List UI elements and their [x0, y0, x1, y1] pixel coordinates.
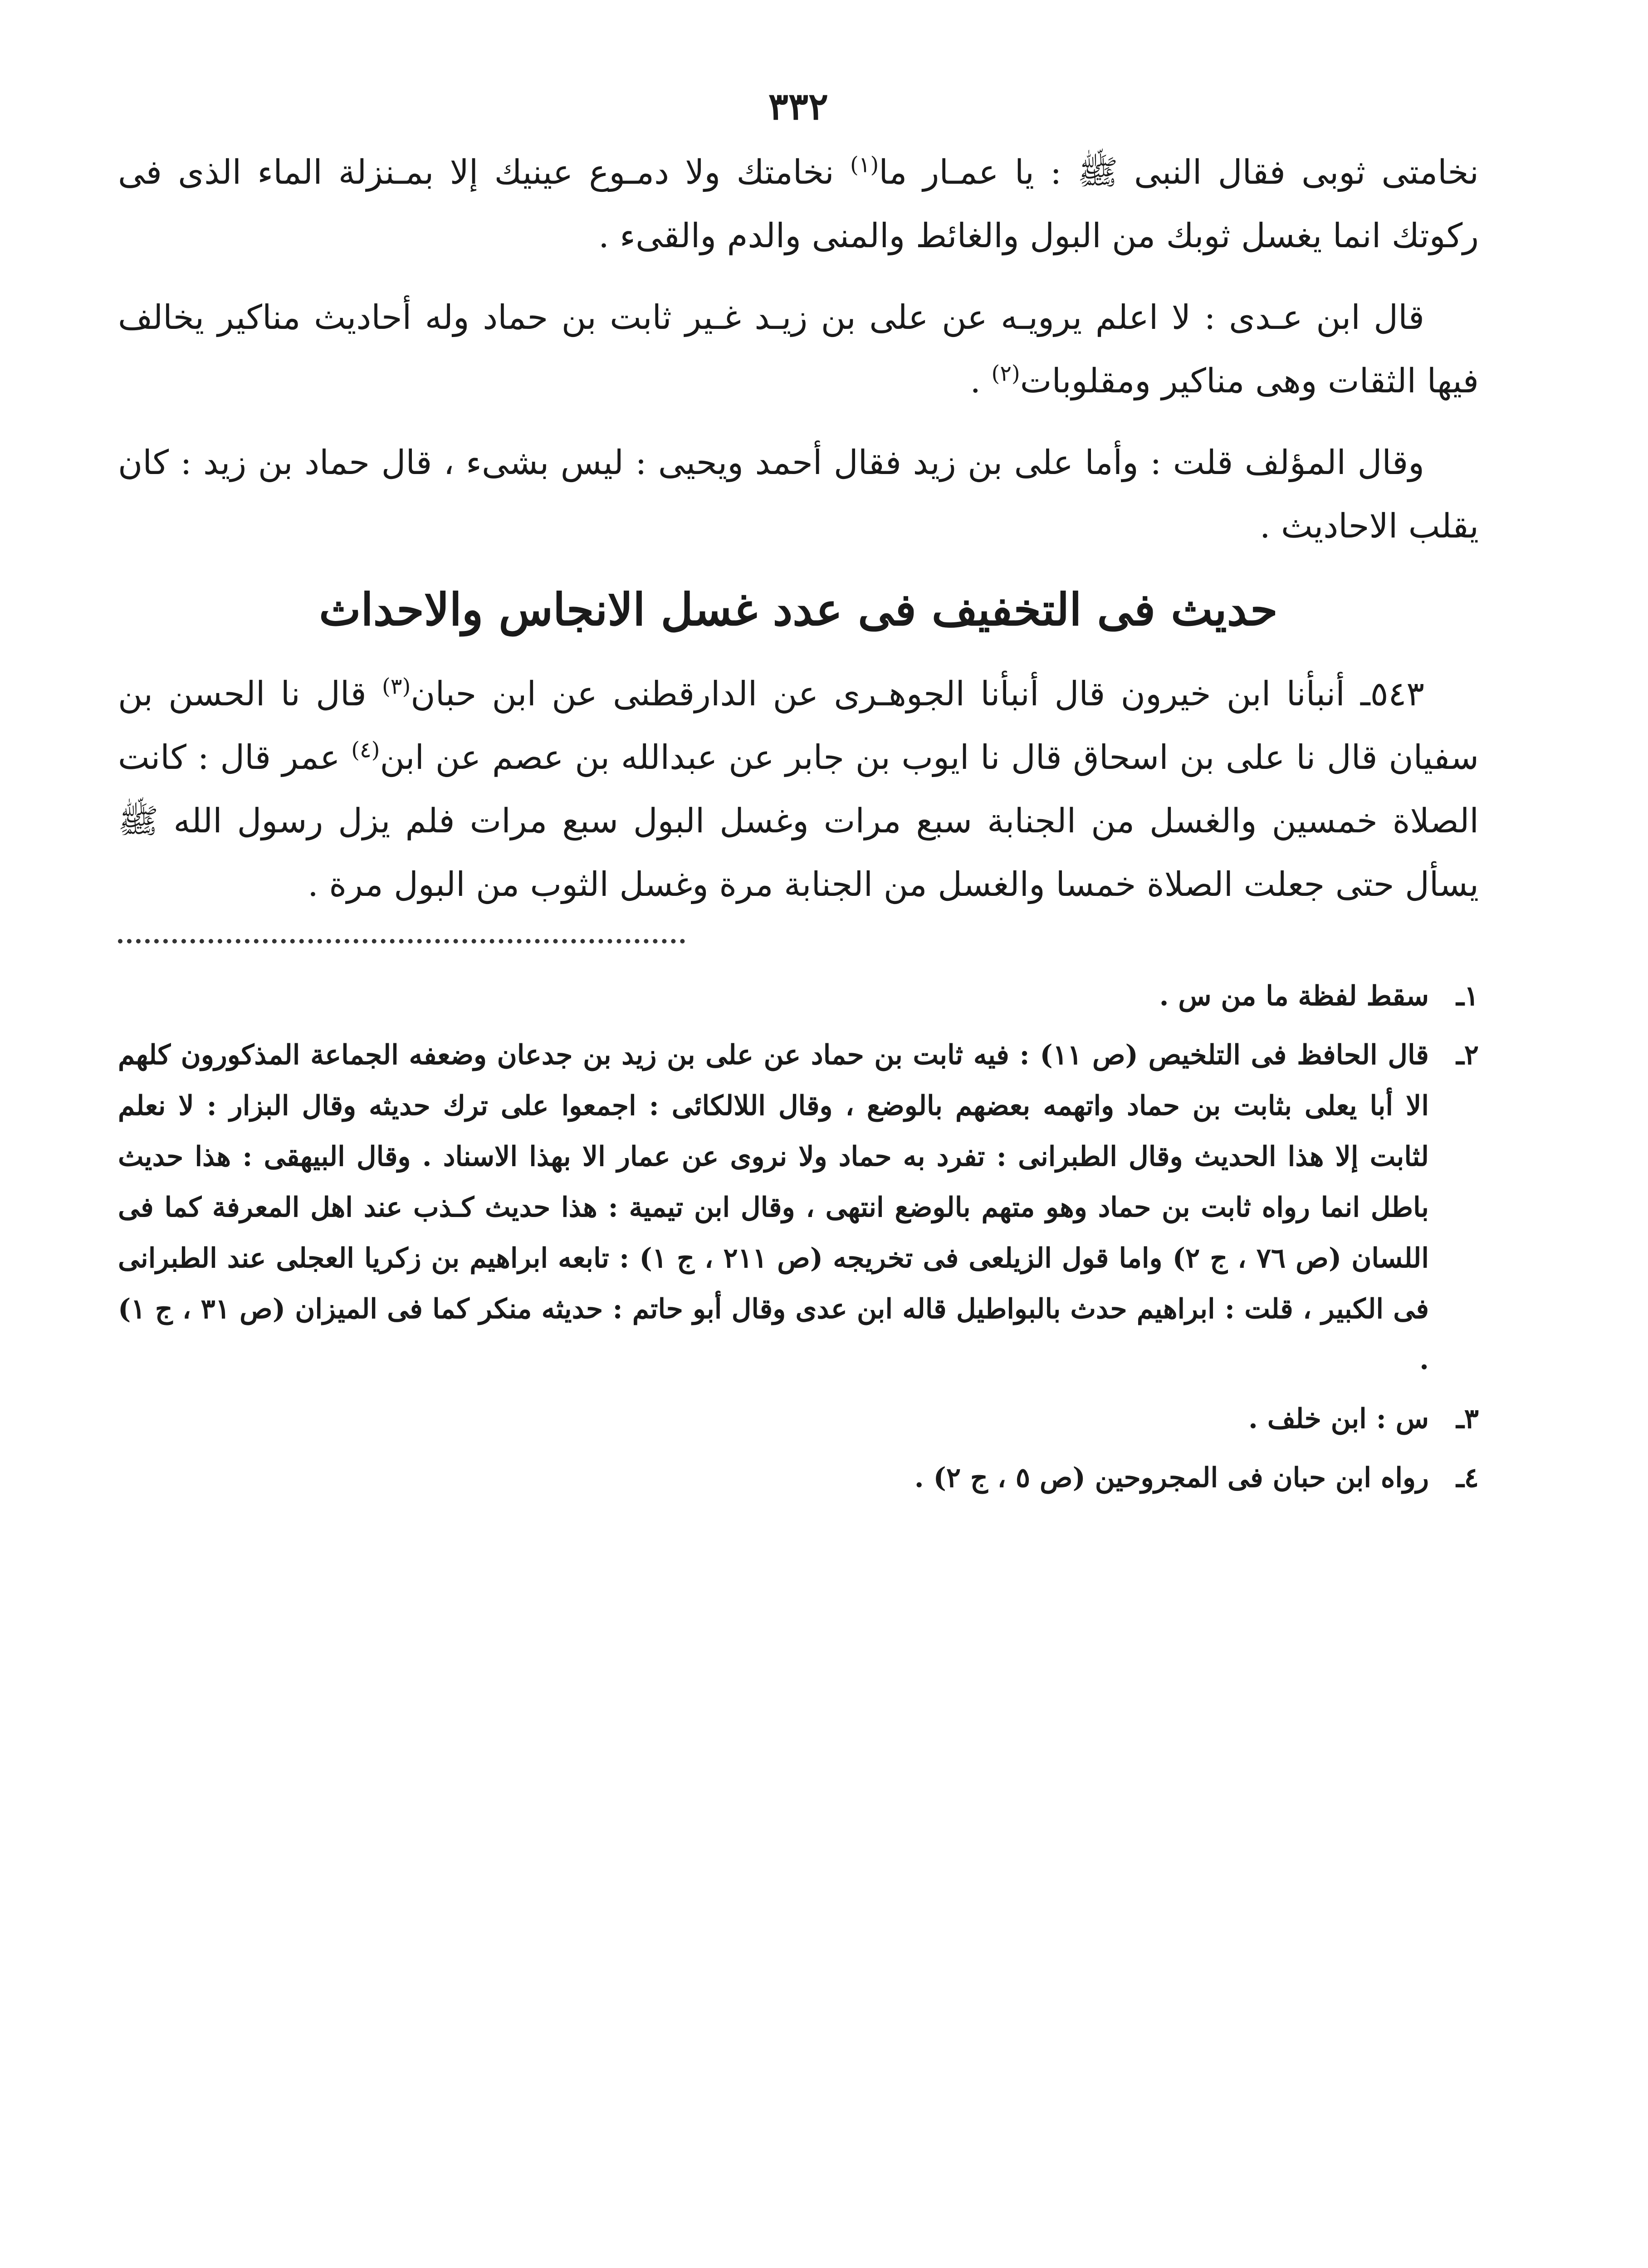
hadith-text-b: قال نا الحسن بن سفيان قال نا على بن اسحاق قال نا ايوب بن جابر عن عبدالله بن عصم عن ابن — [118, 675, 1479, 777]
footnote-number: ٣ـ — [1456, 1403, 1479, 1435]
footnote-item — [118, 1030, 1479, 1385]
paragraph-1-text-a: نخامتى ثوبى فقال النبى ﷺ : يا عمـار ما — [879, 153, 1479, 192]
paragraph-3: وقال المؤلف قلت : وأما على بن زيد فقال أحمد ويحيى : ليس بشىء ، قال حماد بن زيد : كان يقلب الاحاديث . — [118, 443, 1479, 546]
paragraph-2 — [118, 286, 1479, 413]
footnote-ref-1[interactable]: (١) — [850, 152, 879, 178]
footnote-ref-3[interactable]: (٣) — [382, 674, 411, 699]
footnote-text: قال الحافظ فى التلخيص (ص ١١) : فيه ثابت بن حماد عن على بن زيد بن جدعان وضعفه الجماعة المذكورون كلهم الا أبا يعلى بثابت بن حماد واتهمه بعضهم بالوضع ، وقال اللالكائى : اجمعوا على ترك حديثه وقال البزار : لا نعلم لثابت إلا هذا الحديث وقال الطبرانى : تفرد به حماد ولا نروى عن عمار الا بهذا الاسناد . وقال البيهقى : هذا حديث باطل انما رواه ثابت بن حماد وهو متهم بالوضع انتهى ، وقال ابن تيمية : هذا حديث كـذب عند اهل المعرفة كما فى اللسان (ص ٧٦ ، ج ٢) واما قول الزيلعى فى تخريجه (ص ٢١١ ، ج ١) : تابعه ابراهيم بن زكريا العجلى عند الطبرانى فى الكبير ، قلت : ابراهيم حدث بالبواطيل قاله ابن عدى وقال أبو حاتم : حديثه منكر كما فى الميزان (ص ٣١ ، ج ١) . — [118, 1039, 1429, 1376]
footnote-number: ٢ـ — [1456, 1039, 1479, 1071]
paragraph-2-text-a: قال ابن عـدى : لا اعلم يرويـه عن على بن زيـد غـير ثابت بن حماد وله أحاديث مناكير يخالف فيها الثقات وهى مناكير ومقلوبات — [118, 298, 1479, 401]
paragraph-2-text-b: . — [970, 362, 992, 401]
hadith-paragraph — [118, 662, 1479, 916]
footnote-text: سقط لفظة ما من س . — [1159, 980, 1429, 1012]
footnote-text: س : ابن خلف . — [1248, 1403, 1429, 1435]
footnote-item — [118, 1452, 1479, 1503]
document-page — [118, 82, 1479, 2268]
footnote-item — [118, 1393, 1479, 1444]
section-heading: حديث فى التخفيف فى عدد غسل الانجاس والاحداث — [319, 584, 1278, 636]
footnote-text: رواه ابن حبان فى المجروحين (ص ٥ ، ج ٢) . — [914, 1462, 1429, 1494]
footnote-ref-2[interactable]: (٢) — [991, 361, 1020, 386]
page-number: ٣٣٢ — [768, 85, 829, 128]
paragraph-1 — [118, 141, 1479, 268]
footnote-item — [118, 971, 1479, 1022]
paragraph-1-text-b: نخامتك ولا دمـوع عينيك إلا بمـنزلة الماء الذى فى ركوتك انما يغسل ثوبك من البول والغائط والمنى والدم والقىء . — [118, 153, 1479, 255]
footnote-number: ١ـ — [1456, 980, 1479, 1012]
footnote-ref-4[interactable]: (٤) — [351, 737, 380, 763]
footnote-divider — [118, 939, 685, 943]
hadith-text-c: عمر قال : كانت الصلاة خمسين والغسل من الجنابة سبع مرات وغسل البول سبع مرات فلم يزل رسول الله ﷺ يسأل حتى جعلت الصلاة خمسا والغسل من الجنابة مرة وغسل الثوب من البول مرة . — [118, 738, 1479, 904]
footnotes — [118, 971, 1479, 1503]
footnote-number: ٤ـ — [1456, 1462, 1479, 1494]
hadith-text-a: ٥٤٣ـ أنبأنا ابن خيرون قال أنبأنا الجوهـرى عن الدارقطنى عن ابن حبان — [411, 675, 1424, 714]
